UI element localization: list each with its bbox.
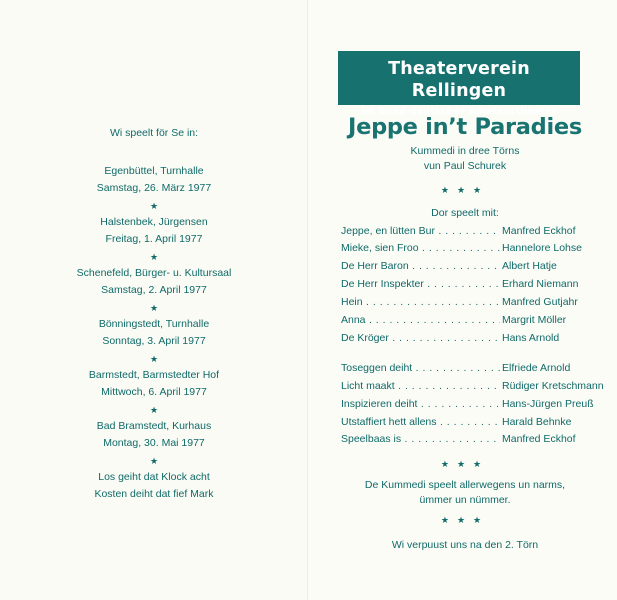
author-line: vun Paul Schurek: [423, 160, 507, 172]
star-separator-icon: ★: [149, 354, 159, 364]
cast-role: De Herr Inspekter . . .: [341, 277, 501, 291]
venue-place: Halstenbek, Jürgensen: [100, 216, 208, 228]
crew-member: Manfred Eckhof: [502, 433, 576, 445]
venue-item: [0, 316, 308, 350]
crew-row: [341, 361, 603, 375]
star-divider-icon: ★★★: [440, 185, 490, 195]
venue-place: Egenbüttel, Turnhalle: [104, 165, 204, 177]
venue-item: [0, 265, 308, 299]
venue-date: Samstag, 2. April 1977: [101, 284, 207, 296]
cast-row: [341, 295, 603, 309]
venues-heading: Wi speelt för Se in:: [109, 127, 199, 139]
venue-place: Barmstedt, Barmstedter Hof: [88, 369, 220, 381]
crew-role: Toseggen deiht . . .: [341, 361, 501, 375]
note-line-2: ümmer un nümmer.: [419, 494, 511, 506]
cast-heading: Dor speelt mit:: [431, 207, 499, 219]
venue-list: [0, 163, 308, 503]
crew-row: [341, 432, 603, 446]
star-separator-icon: ★: [149, 201, 159, 211]
cast-role: Anna . . .: [341, 313, 501, 327]
venue-date: Samstag, 26. März 1977: [96, 182, 212, 194]
intermission-note: Wi verpuust uns na den 2. Törn: [391, 539, 539, 551]
venue-item: [0, 163, 308, 197]
cast-row: [341, 241, 603, 255]
venue-date: Sonntag, 3. April 1977: [102, 335, 206, 347]
star-divider-icon: ★★★: [440, 515, 490, 525]
cast-row: [341, 259, 603, 273]
play-subtitle: [338, 144, 592, 174]
closing-info: [0, 469, 308, 503]
cast-row: [341, 331, 603, 345]
venue-date: Freitag, 1. April 1977: [105, 233, 203, 245]
play-title: Jeppe in’t Paradies: [348, 114, 582, 140]
cast-actor: Hannelore Lohse: [502, 242, 582, 254]
cast-row: [341, 313, 603, 327]
crew-role: Licht maakt . . .: [341, 379, 501, 393]
genre-line: Kummedi in dree Törns: [410, 145, 520, 157]
crew-member: Hans-Jürgen Preuß: [502, 398, 594, 410]
venue-item: [0, 214, 308, 248]
venue-place: Bad Bramstedt, Kurhaus: [96, 420, 212, 432]
cast-actor: Albert Hatje: [502, 260, 557, 272]
cast-actor: Manfred Eckhof: [502, 225, 576, 237]
crew-row: [341, 379, 603, 393]
cast-row: [341, 277, 603, 291]
performance-note: [338, 478, 592, 508]
cast-actor: Hans Arnold: [502, 332, 560, 344]
cast-role: Mieke, sien Froo . . .: [341, 241, 501, 255]
venue-item: [0, 367, 308, 401]
crew-row: [341, 397, 603, 411]
crew-role: Speelbaas is . . .: [341, 432, 501, 446]
venue-item: [0, 418, 308, 452]
crew-role: Inspizieren deiht . . .: [341, 397, 501, 411]
start-time-text: Los geiht dat Klock acht: [98, 471, 210, 483]
cast-row: [341, 224, 603, 238]
star-separator-icon: ★: [149, 405, 159, 415]
crew-member: Elfriede Arnold: [502, 362, 571, 374]
cast-role: De Kröger . . .: [341, 331, 501, 345]
venue-date: Montag, 30. Mai 1977: [103, 437, 205, 449]
admission-price-text: Kosten deiht dat fief Mark: [94, 488, 214, 500]
crew-role: Utstaffiert hett allens . . .: [341, 415, 501, 429]
star-separator-icon: ★: [149, 303, 159, 313]
crew-row: [341, 415, 603, 429]
star-separator-icon: ★: [149, 456, 159, 466]
crew-member: Rüdiger Kretschmann: [502, 380, 604, 392]
cast-role: De Herr Baron . . .: [341, 259, 501, 273]
venue-place: Bönningstedt, Turnhalle: [98, 318, 210, 330]
cast-actor: Manfred Gutjahr: [502, 296, 578, 308]
cast-role: Jeppe, en lütten Bur . . .: [341, 224, 501, 238]
star-divider-icon: ★★★: [440, 459, 490, 469]
venue-place: Schenefeld, Bürger- u. Kultursaal: [76, 267, 232, 279]
banner-title: Theaterverein Rellingen: [388, 59, 530, 101]
venue-date: Mittwoch, 6. April 1977: [101, 386, 207, 398]
crew-member: Harald Behnke: [502, 416, 572, 428]
banner-subtitle: im Bund deutscher Amateurtheater: [361, 106, 557, 117]
note-line-1: De Kummedi speelt allerwegens un narms,: [364, 479, 566, 491]
star-separator-icon: ★: [149, 252, 159, 262]
theater-banner: [338, 51, 580, 117]
cast-actor: Margrit Möller: [502, 314, 567, 326]
cast-actor: Erhard Niemann: [502, 278, 579, 290]
cast-role: Hein . . .: [341, 295, 501, 309]
